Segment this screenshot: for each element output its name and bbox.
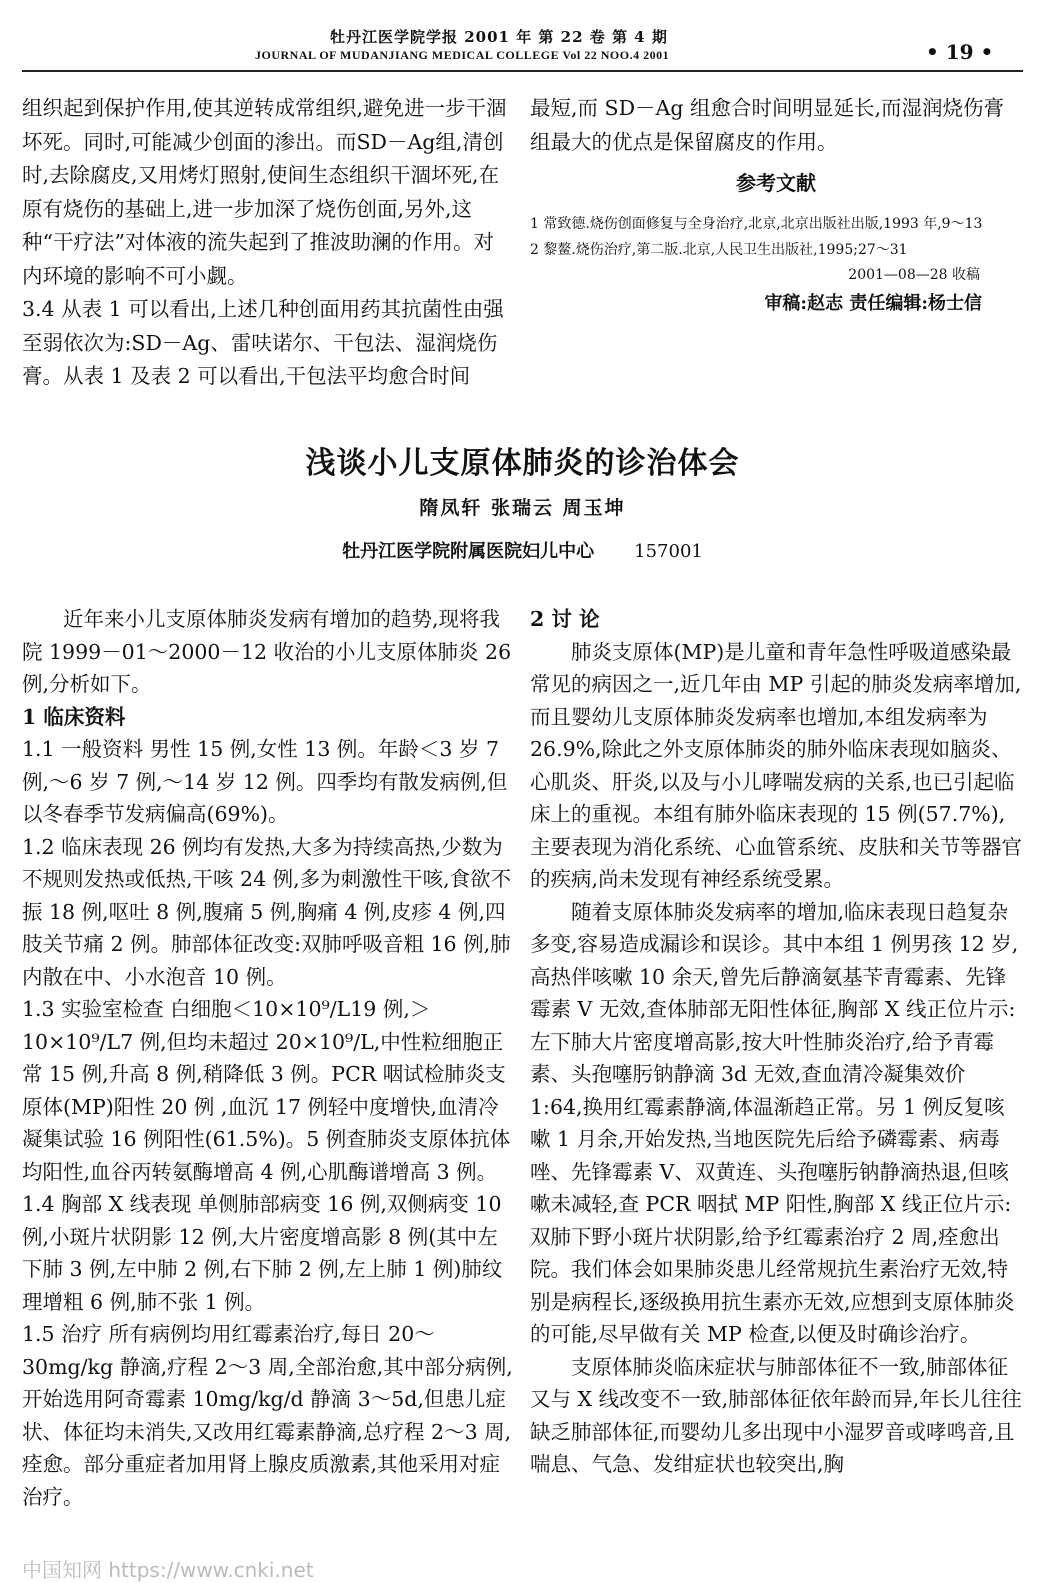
prev-article-left-column [22, 92, 514, 394]
article-left-column [22, 603, 514, 1513]
section-heading: 2 讨 论 [530, 607, 600, 631]
editors-line: 审稿:赵志 责任编辑:杨士信 [764, 292, 982, 314]
page-number: • 19 • [926, 40, 994, 64]
paragraph: 肺炎支原体(MP)是儿童和青年急性呼吸道感染最常见的病因之一,近几年由 MP 引起的肺炎发病率增加,而且婴幼儿支原体肺炎发病率也增加,本组发病率为 26.9%,除此之外支原体肺炎的肺外临床表现如脑炎、心肌炎、肝炎,以及与小儿哮喘发病的关系,也已引起临床上的重视。本组有肺外临床表现的 15 例(57.7%),主要表现为消化系统、心血管系统、皮肤和关节等器官的疾病,尚未发现有神经系统受累。 [530, 639, 1022, 891]
paragraph: 组织起到保护作用,使其逆转成常组织,避免进一步干涸坏死。同时,可能减少创面的渗出。而SD－Ag组,清创时,去除腐皮,又用烤灯照射,使间生态组织干涸坏死,在原有烧伤的基础上,进一步加深了烧伤创面,另外,这种“干疗法”对体液的流失起到了推波助澜的作用。对内环境的影响不可小觑。 [22, 96, 507, 288]
journal-header-cn: 牡丹江医学院学报 2001 年 第 22 卷 第 4 期 [330, 28, 668, 46]
article-affiliation [0, 537, 1045, 563]
watermark: 中国知网 https://www.cnki.net [22, 1558, 314, 1582]
paragraph: 3.4 从表 1 可以看出,上述几种创面用药其抗菌性由强至弱依次为:SD－Ag、雷呋诺尔、干包法、湿润烧伤膏。从表 1 及表 2 可以看出,干包法平均愈合时间 [22, 297, 504, 388]
paragraph: 近年来小儿支原体肺炎发病有增加的趋势,现将我院 1999－01～2000－12 收治的小儿支原体肺炎 26 例,分析如下。 [22, 607, 512, 696]
received-date: 2001—08—28 收稿 [848, 266, 980, 283]
affiliation-name: 牡丹江医学院附属医院妇儿中心 [342, 541, 595, 562]
paragraph: 1.1 一般资料 男性 15 例,女性 13 例。年龄＜3 岁 7 例,～6 岁 7 例,～14 岁 12 例。四季均有散发病例,但以冬春季节发病偏高(69%)。 [22, 737, 508, 826]
paragraph: 最短,而 SD－Ag 组愈合时间明显延长,而湿润烧伤膏组最大的优点是保留腐皮的作用。 [530, 96, 1004, 154]
reference-item: 2 黎鳌.烧伤治疗,第二版.北京,人民卫生出版社,1995;27～31 [530, 241, 908, 258]
paragraph: 1.3 实验室检查 白细胞＜10×10⁹/L19 例,＞10×10⁹/L7 例,但均未超过 20×10⁹/L,中性粒细胞正常 15 例,升高 8 例,稍降低 3 例。PCR 咽试检肺炎支原体(MP)阳性 20 例 ,血沉 17 例轻中度增快,血清冷凝集试验 16 例阳性(61.5%)。5 例查肺炎支原体抗体均阳性,血谷丙转氨酶增高 4 例,心肌酶谱增高 3 例。 [22, 997, 511, 1184]
paragraph: 随着支原体肺炎发病率的增加,临床表现日趋复杂多变,容易造成漏诊和误诊。其中本组 1 例男孩 12 岁,高热伴咳嗽 10 余天,曾先后静滴氨基苄青霉素、先锋霉素 V 无效,查体肺部无阳性体征,胸部 X 线正位片示:左下肺大片密度增高影,按大叶性肺炎治疗,给予青霉素、头孢噻肟钠静滴 3d 无效,查血清冷凝集效价 1:64,换用红霉素静滴,体温渐趋正常。另 1 例反复咳嗽 1 月余,开始发热,当地医院先后给予磷霉素、病毒唑、先锋霉素 V、双黄连、头孢噻肟钠静滴热退,但咳嗽未减轻,查 PCR 咽拭 MP 阳性,胸部 X 线正位片示:双肺下野小斑片状阴影,给予红霉素治疗 2 周,痊愈出院。我们体会如果肺炎患儿经常规抗生素治疗无效,特别是病程长,逐级换用抗生素亦无效,应想到支原体肺炎的可能,尽早做有关 MP 检查,以便及时确诊治疗。 [530, 899, 1019, 1346]
header-rule [22, 70, 1023, 72]
paragraph: 1.2 临床表现 26 例均有发热,大多为持续高热,少数为不规则发热或低热,干咳 24 例,多为刺激性干咳,食欲不振 18 例,呕吐 8 例,腹痛 5 例,胸痛 4 例,皮疹 4 例,四肢关节痛 2 例。肺部体征改变:双肺呼吸音粗 16 例,肺内散在中、小水泡音 10 例。 [22, 834, 512, 989]
section-heading: 1 临床资料 [22, 704, 126, 729]
article-title: 浅谈小儿支原体肺炎的诊治体会 [305, 446, 740, 481]
paragraph: 支原体肺炎临床症状与肺部体征不一致,肺部体征又与 X 线改变不一致,肺部体征依年龄而异,年长儿往往缺乏肺部体征,而婴幼儿多出现中小湿罗音或哮鸣音,且喘息、气急、发绀症状也较突出,胸 [530, 1354, 1022, 1476]
prev-article-right-column [530, 92, 1022, 321]
postal-code: 157001 [634, 541, 703, 562]
paragraph: 1.5 治疗 所有病例均用红霉素治疗,每日 20～30mg/kg 静滴,疗程 2～3 周,全部治愈,其中部分病例,开始选用阿奇霉素 10mg/kg/d 静滴 3～5d,但患儿症状、体征均未消失,又改用红霉素静滴,总疗程 2～3 周,痊愈。部分重症者加用肾上腺皮质激素,其他采用对症治疗。 [22, 1322, 513, 1509]
journal-header-en: JOURNAL OF MUDANJIANG MEDICAL COLLEGE Vol 22 NOO.4 2001 [255, 48, 670, 62]
paragraph: 1.4 胸部 X 线表现 单侧肺部病变 16 例,双侧病变 10 例,小斑片状阴影 12 例,大片密度增高影 8 例(其中左下肺 3 例,左中肺 2 例,右下肺 2 例,左上肺 1 例)肺纹理增粗 6 例,肺不张 1 例。 [22, 1192, 503, 1314]
article-right-column [530, 603, 1022, 1481]
article-authors: 隋凤轩 张瑞云 周玉坤 [419, 497, 626, 519]
reference-item: 1 常致德.烧伤创面修复与全身治疗,北京,北京出版社出版,1993 年,9～13 [530, 215, 983, 232]
references-heading: 参考文献 [736, 171, 816, 195]
journal-header [0, 0, 1045, 72]
